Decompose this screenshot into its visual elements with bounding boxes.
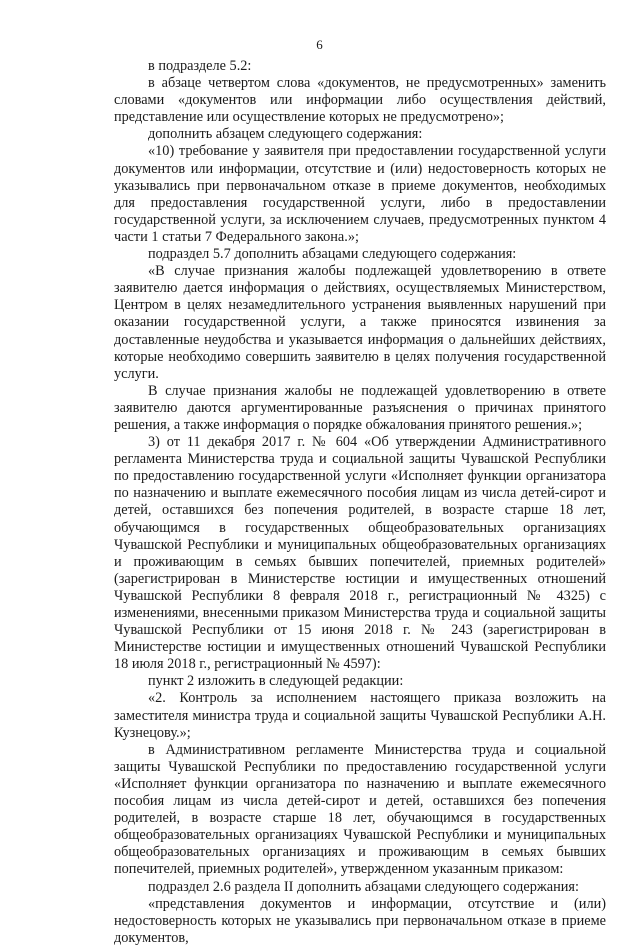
paragraph: в Административном регламенте Министерства труда и социальной защиты Чувашской Республики по предоставлению государственной услуги «Исполняет функции организатора по назначению и выплате ежемесячного пособия лицам из числа детей-сирот и детей, оставшихся без попечения родителей, в возрасте старше 18 лет, обучающимся в государственных общеобразовательных организациях Чувашской Республики и муниципальных общеобразовательных организациях и проживающим в семьях бывших попечителей, приемных родителей», утвержденном указанным приказом:	[114, 741, 606, 878]
paragraph: 3) от 11 декабря 2017 г. № 604 «Об утверждении Административного регламента Министерства труда и социальной защиты Чувашской Республики по предоставлению государственной услуги «Исполняет функции организатора по назначению и выплате ежемесячного пособия лицам из числа детей-сирот и детей, оставшихся без попечения родителей, в возрасте старше 18 лет, обучающимся в государственных общеобразовательных организациях Чувашской Республики и муниципальных общеобразовательных организациях и проживающим в семьях бывших попечителей, приемных родителей» (зарегистрирован в Министерстве юстиции и имущественных отношений Чувашской Республики 8 февраля 2018 г., регистрационный № 4325) с изменениями, внесенными приказом Министерства труда и социальной защиты Чувашской Республики от 15 июня 2018 г. № 243 (зарегистрирован в Министерстве юстиции и имущественных отношений Чувашской Республики 18 июля 2018 г., регистрационный № 4597):	[114, 434, 606, 673]
document-body	[114, 58, 606, 947]
paragraph: «10) требование у заявителя при предоставлении государственной услуги документов или информации, отсутствие и (или) недостоверность которых не указывались при первоначальном отказе в приеме документов, необходимых для предоставления государственной услуги, либо в предоставлении государственной услуги, за исключением случаев, предусмотренных пунктом 4 части 1 статьи 7 Федерального закона.»;	[114, 143, 606, 245]
paragraph: «2. Контроль за исполнением настоящего приказа возложить на заместителя министра труда и социальной защиты Чувашской Республики А.Н. Кузнецову.»;	[114, 690, 606, 741]
paragraph: подраздел 5.7 дополнить абзацами следующего содержания:	[148, 246, 517, 263]
paragraph: пункт 2 изложить в следующей редакции:	[148, 673, 404, 690]
paragraph: дополнить абзацем следующего содержания:	[148, 126, 423, 143]
paragraph: подраздел 2.6 раздела II дополнить абзацами следующего содержания:	[148, 878, 579, 895]
paragraph: В случае признания жалобы не подлежащей удовлетворению в ответе заявителю даются аргументированные разъяснения о причинах принятого решения, а также информация о порядке обжалования принятого решения.»;	[114, 382, 606, 433]
paragraph: «В случае признания жалобы подлежащей удовлетворению в ответе заявителю дается информация о действиях, осуществляемых Министерством, Центром в целях незамедлительного устранения выявленных нарушений при оказании государственной услуги, а также приносятся извинения за доставленные неудобства и указывается информация о дальнейших действиях, которые необходимо совершить заявителю в целях получения государственной услуги.	[114, 263, 606, 382]
paragraph: «представления документов и информации, отсутствие и (или) недостоверность которых не указывались при первоначальном отказе в приеме документов,	[114, 895, 606, 946]
paragraph: в подразделе 5.2:	[148, 58, 252, 74]
page-number: 6	[316, 37, 323, 52]
paragraph: в абзаце четвертом слова «документов, не предусмотренных» заменить словами «документов или информации либо осуществления действий, представление или осуществление которых не предусмотрено»;	[114, 75, 606, 126]
